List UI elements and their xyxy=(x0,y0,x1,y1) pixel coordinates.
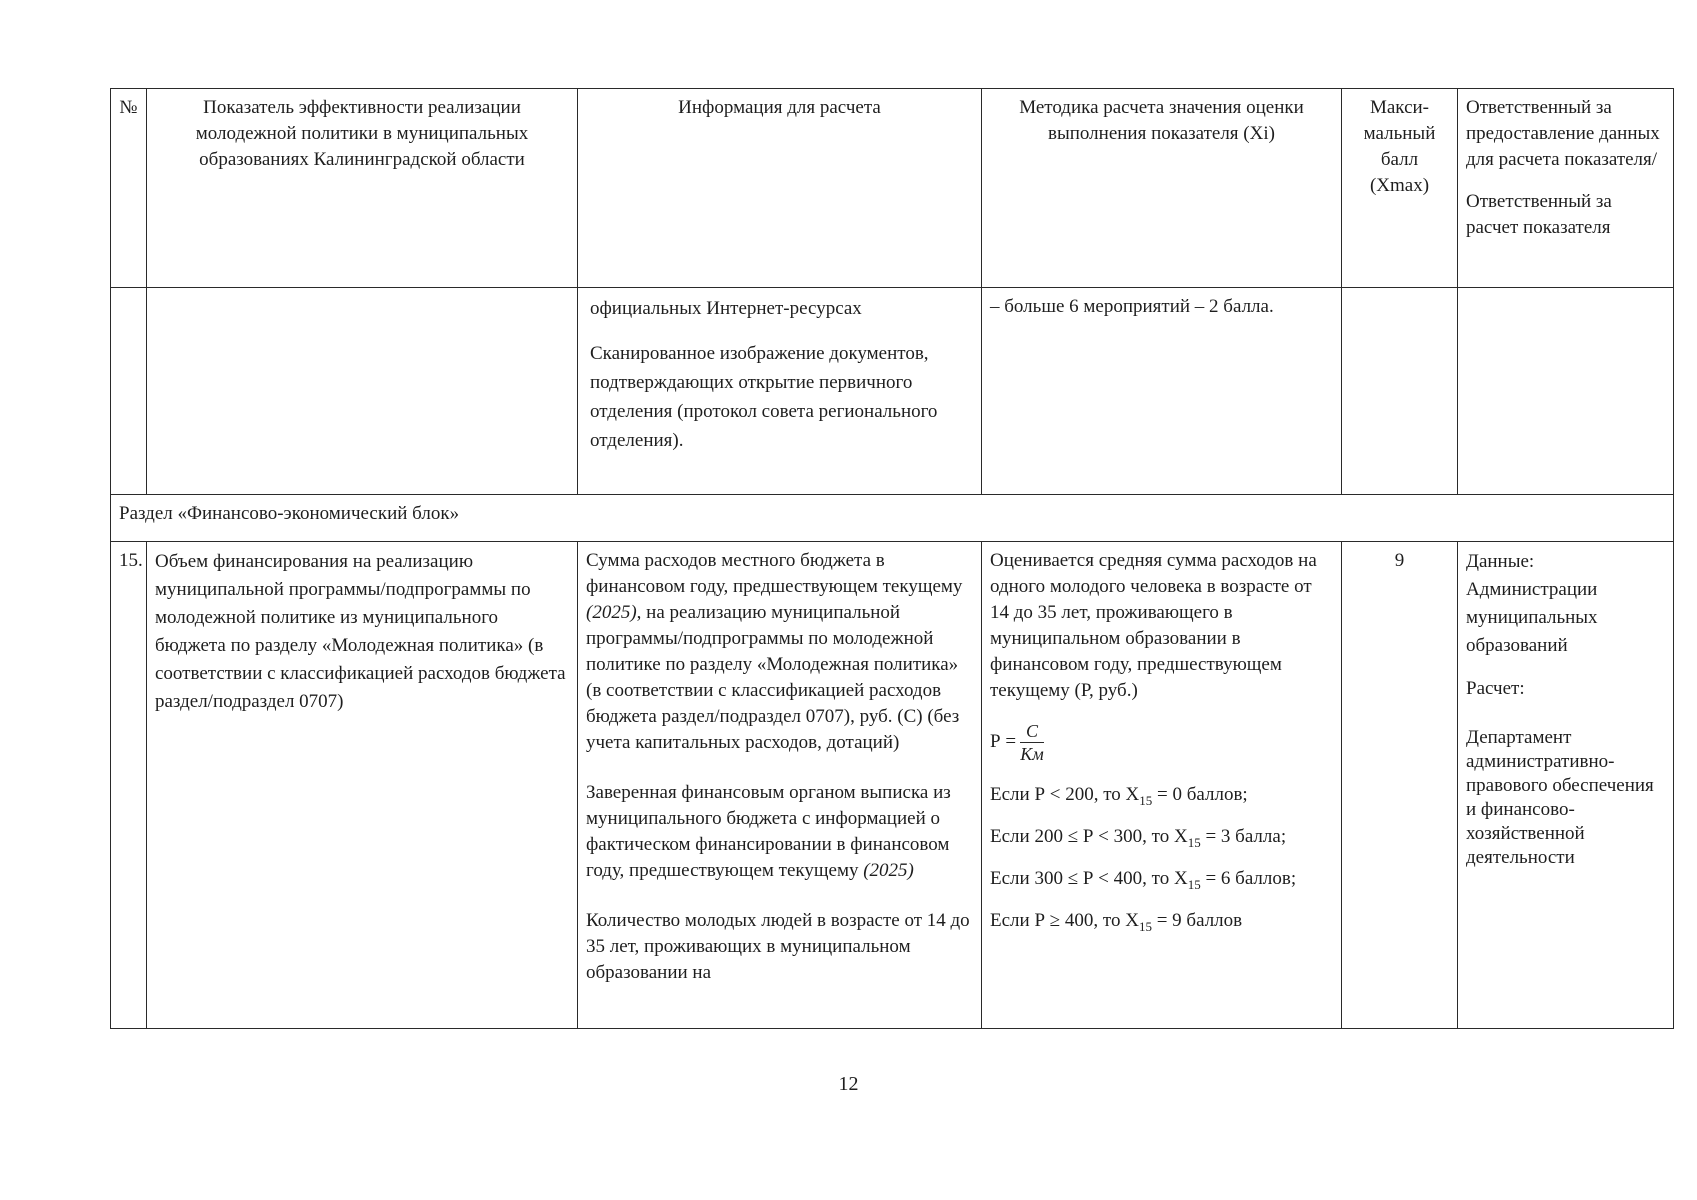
table-header-row xyxy=(111,89,1674,288)
cont-responsible-cell xyxy=(1458,288,1674,495)
row15-info-text-3: Количество молодых людей в возрасте от 14 до 35 лет, проживающих в муниципальном образовании на xyxy=(586,910,970,983)
table-row-15 xyxy=(111,542,1674,1029)
row15-info xyxy=(578,542,982,1029)
header-max-score: Макси-мальный балл (Xmax) xyxy=(1342,89,1458,288)
rule-item: Если 300 ≤ Р < 400, то $X_{15} = 6$ баллов; xyxy=(990,868,1297,892)
row15-indicator: Объем финансирования на реализацию муниципальной программы/подпрограммы по молодежной политике из муниципального бюджета по разделу «Молодежная политика» (в соответствии с классификацией расходов бюджета раздел/подраздел 0707) xyxy=(147,542,578,1029)
header-responsible-calc: Ответственный за расчет показателя xyxy=(1466,191,1612,238)
cont-method-cell: – больше 6 мероприятий – 2 балла. xyxy=(982,288,1342,495)
table-row-continuation xyxy=(111,288,1674,495)
rule-item: Если Р ≥ 400, то $X_{15} = 9$ баллов xyxy=(990,910,1243,934)
header-method: Методика расчета значения оценки выполнения показателя (Xi) xyxy=(982,89,1342,288)
row15-resp-calc: Департамент административно-правового обеспечения и финансово-хозяйственной деятельности xyxy=(1466,727,1654,868)
formula-denominator: Kм xyxy=(1020,743,1044,764)
header-no: № xyxy=(111,89,147,288)
section-row xyxy=(111,495,1674,542)
header-info: Информация для расчета xyxy=(578,89,982,288)
formula-numerator: C xyxy=(1020,721,1044,743)
row15-formula xyxy=(990,718,1333,766)
formula-lhs: Р = xyxy=(990,731,1017,752)
header-responsible-data: Ответственный за предоставление данных для расчета показателя/ xyxy=(1466,97,1660,170)
formula-fraction xyxy=(1020,721,1044,764)
row15-method xyxy=(982,542,1342,1029)
header-indicator: Показатель эффективности реализации молодежной политики в муниципальных образованиях Калининградской области xyxy=(147,89,578,288)
cont-indicator-cell xyxy=(147,288,578,495)
cont-info-text-2: Сканированное изображение документов, подтверждающих открытие первичного отделения (протокол совета регионального отделения). xyxy=(590,343,938,451)
row15-responsible xyxy=(1458,542,1674,1029)
row15-resp-data: Администрации муниципальных образований xyxy=(1466,579,1598,656)
row15-method-intro: Оценивается средняя сумма расходов на одного молодого человека в возрасте от 14 до 35 лет, проживающего в муниципальном образовании в финансовом году, предшествующем текущему (Р, руб.) xyxy=(990,550,1317,701)
section-title: Раздел «Финансово-экономический блок» xyxy=(111,495,1674,542)
row15-max-score: 9 xyxy=(1342,542,1458,1029)
rule-item: Если 200 ≤ Р < 300, то $X_{15} = 3$ балла; xyxy=(990,826,1287,850)
row15-info-text-1: Сумма расходов местного бюджета в финансовом году, предшествующем текущему (2025), на реализацию муниципальной программы/подпрограммы по молодежной политике по разделу «Молодежная политика» (в соответствии с классификацией расходов бюджета раздел/подраздел 0707), руб. (С) (без учета капитальных расходов, дотаций) xyxy=(586,550,963,753)
cont-info-cell xyxy=(578,288,982,495)
row15-no: 15. xyxy=(111,542,147,1029)
cont-info-text-1: официальных Интернет-ресурсах xyxy=(590,298,862,319)
indicators-table xyxy=(110,88,1674,1029)
cont-no-cell xyxy=(111,288,147,495)
rule-item: Если Р < 200, то $X_{15} = 0$ баллов; xyxy=(990,784,1248,808)
page-number: 12 xyxy=(838,1073,859,1095)
row15-resp-data-label: Данные: xyxy=(1466,551,1535,572)
row15-info-text-2: Заверенная финансовым органом выписка из муниципального бюджета с информацией о фактическом финансировании в финансовом году, предшествующем текущему (2025) xyxy=(586,782,951,881)
cont-max-cell xyxy=(1342,288,1458,495)
row15-resp-calc-label: Расчет: xyxy=(1466,678,1525,699)
header-responsible xyxy=(1458,89,1674,288)
